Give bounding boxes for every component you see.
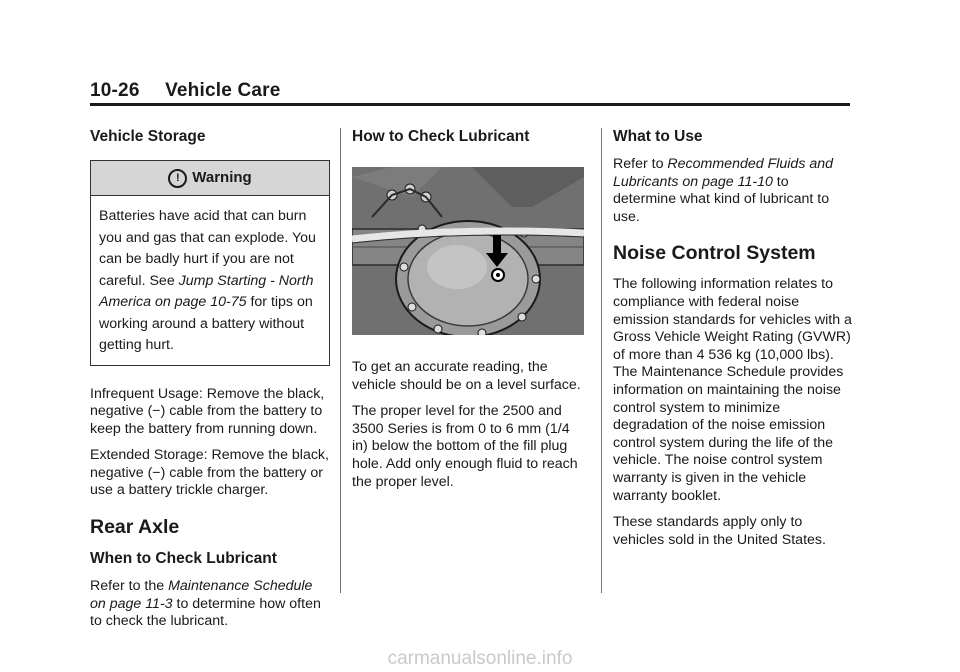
axle-drawing — [352, 167, 584, 335]
noise-control-heading: Noise Control System — [613, 242, 816, 265]
warning-text — [91, 196, 329, 365]
paragraph-part: Refer to — [613, 156, 668, 172]
extended-storage-paragraph: Extended Storage: Remove the black, negative (−) cable from the battery or use a battery trickle charger. — [90, 447, 329, 499]
jump-starting-link[interactable]: Jump Starting - North America on page 10-75 — [99, 272, 314, 310]
warning-icon: ! — [168, 169, 187, 188]
column-1 — [90, 128, 330, 640]
watermark: carmanualsonline.info — [387, 648, 573, 669]
rear-axle-heading: Rear Axle — [90, 516, 180, 539]
section-title: Vehicle Care — [165, 80, 281, 101]
vehicle-storage-heading: Vehicle Storage — [90, 128, 206, 145]
what-to-use-paragraph — [613, 156, 853, 226]
accurate-reading-paragraph: To get an accurate reading, the vehicle should be on a level surface. — [352, 359, 581, 393]
paragraph-part: to determine how often to check the lubricant. — [90, 595, 321, 630]
column-2 — [352, 128, 584, 500]
page-number: 10-26 — [90, 80, 140, 101]
warning-box — [90, 160, 330, 366]
header-rule — [90, 103, 850, 106]
warning-label: Warning — [192, 169, 252, 187]
page-header — [90, 80, 281, 102]
how-to-check-heading: How to Check Lubricant — [352, 128, 530, 145]
infrequent-usage-paragraph: Infrequent Usage: Remove the black, negative (−) cable from the battery to keep the battery from running down. — [90, 385, 325, 437]
recommended-fluids-link[interactable]: Recommended Fluids and Lubricants on page 11-10 — [613, 156, 834, 190]
column-3 — [613, 128, 853, 558]
warning-text-part: Batteries have acid that can burn you and gas that can explode. You can be badly hurt if you are not careful. See — [99, 208, 316, 289]
proper-level-paragraph: The proper level for the 2500 and 3500 Series is from 0 to 6 mm (1/4 in) below the bottom of the fill plug hole. Add only enough fluid to reach the proper level. — [352, 403, 578, 490]
paragraph-part: to determine what kind of lubricant to use. — [613, 173, 830, 225]
what-to-use-heading: What to Use — [613, 128, 703, 145]
rear-axle-illustration — [352, 167, 584, 335]
when-to-check-paragraph — [90, 578, 330, 631]
warning-text-part: for tips on working around a battery without getting hurt. — [99, 294, 313, 353]
noise-control-paragraph: The following information relates to compliance with federal noise emission standards for vehicles with a Gross Vehicle Weight Rating (GVWR) of more than 4 536 kg (10,000 lbs). The Maintenance Schedule provides information on maintaining the noise control system to minimize degradation of the noise emission control system during the life of the vehicle. The noise control system warranty is given in the vehicle warranty booklet. — [613, 276, 852, 504]
warning-header — [91, 161, 329, 196]
standards-paragraph: These standards apply only to vehicles sold in the United States. — [613, 514, 826, 548]
maintenance-schedule-link[interactable]: Maintenance Schedule on page 11-3 — [90, 578, 313, 612]
column-divider — [601, 128, 602, 593]
when-to-check-heading: When to Check Lubricant — [90, 550, 277, 568]
paragraph-part: Refer to the — [90, 578, 169, 595]
column-divider — [340, 128, 341, 593]
